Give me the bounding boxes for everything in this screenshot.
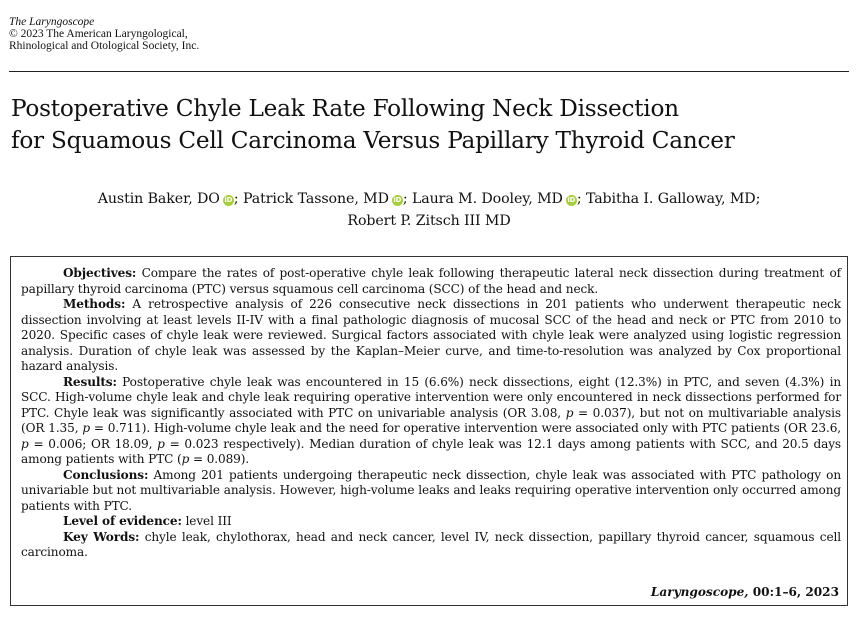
author-4: Tabitha I. Galloway, MD;: [585, 191, 761, 207]
objectives-label: Objectives:: [63, 266, 137, 280]
results-text: = 0.711). High-volume chyle leak and the need for operative intervention were associated only with PTC patients (OR 23.6,: [93, 421, 841, 435]
author-separator: ;: [576, 191, 582, 207]
keywords-paragraph: [21, 530, 841, 561]
orcid-icon[interactable]: iD: [224, 196, 233, 204]
author-3: Laura M. Dooley, MD: [411, 191, 563, 207]
copyright-line: © 2023 The American Laryngological,: [9, 28, 188, 40]
abstract-box: [10, 256, 848, 606]
author-2: Patrick Tassone, MD: [242, 191, 389, 207]
p-symbol: p: [565, 405, 574, 420]
conclusions-paragraph: [21, 468, 841, 515]
journal-name: The Laryngoscope: [9, 16, 95, 28]
conclusions-text: Among 201 patients undergoing therapeutic neck dissection, chyle leak was associated with PTC pathology on univariable but not multivariable analysis. However, high-volume leaks and leaks requiring operative intervention only occurred among patients with PTC.: [21, 467, 841, 513]
orcid-icon[interactable]: iD: [567, 196, 576, 204]
conclusions-label: Conclusions:: [63, 467, 149, 482]
objectives-paragraph: [21, 266, 841, 297]
abstract: [21, 266, 841, 561]
author-separator: ;: [233, 191, 239, 207]
citation-journal: Laryngoscope,: [650, 585, 749, 599]
orcid-icon[interactable]: iD: [393, 196, 402, 204]
author-separator: ;: [402, 191, 408, 207]
title-line-1: Postoperative Chyle Leak Rate Following Neck Dissection: [11, 95, 679, 122]
p-symbol: p: [21, 436, 29, 451]
header-rule: [9, 71, 849, 72]
article-title: [11, 93, 851, 157]
p-symbol: p: [181, 452, 190, 466]
results-text: = 0.089).: [192, 452, 250, 466]
methods-text: A retrospective analysis of 226 consecutive neck dissections in 201 patients who underwent therapeutic neck dissection involving at least levels II-IV with a final pathologic diagnosis of mucosal SCC of the head and neck or PTC from 2010 to 2020. Specific cases of chyle leak were reviewed. Surgical factors associated with chyle leak were analyzed using logistic regression analysis. Duration of chyle leak was assessed by the Kaplan–Meier curve, and time-to-resolution was analyzed by Cox proportional hazard analysis.: [21, 297, 841, 373]
methods-paragraph: [21, 297, 841, 375]
results-text: = 0.023 respectively). Median duration of chyle leak was 12.1 days among patients with SCC, and 20.5 days among patients with PTC (: [21, 436, 841, 466]
author-list: [0, 188, 858, 232]
level-label: Level of evidence:: [63, 514, 182, 528]
keywords-label: Key Words:: [63, 529, 140, 544]
citation-volume: 00:1–6, 2023: [752, 585, 839, 599]
author-5: Robert P. Zitsch III MD: [347, 213, 511, 229]
journal-header: [9, 16, 199, 52]
p-symbol: p: [82, 421, 90, 435]
keywords-text: chyle leak, chylothorax, head and neck cancer, level IV, neck dissection, papillary thyroid cancer, squamous cell carcinoma.: [21, 529, 841, 559]
methods-label: Methods:: [63, 297, 126, 311]
results-text: = 0.037), but not on multivariable analysis (OR 1.35,: [21, 405, 841, 435]
results-text: = 0.006; OR 18.09,: [33, 436, 153, 451]
citation: [651, 585, 839, 599]
title-line-2: for Squamous Cell Carcinoma Versus Papillary Thyroid Cancer: [11, 127, 735, 154]
results-text: Postoperative chyle leak was encountered in 15 (6.6%) neck dissections, eight (12.3%) in PTC, and seven (4.3%) in SCC. High-volume chyle leak and chyle leak requiring operative intervention were only encountered in neck dissections performed for PTC. Chyle leak was significantly associated with PTC on univariable analysis (OR 3.08,: [21, 374, 841, 420]
author-1: Austin Baker, DO: [97, 191, 220, 207]
results-paragraph: [21, 375, 841, 468]
p-symbol: p: [157, 436, 165, 451]
society-line: Rhinological and Otological Society, Inc.: [9, 40, 200, 52]
level-text: level III: [185, 514, 232, 528]
results-label: Results:: [63, 374, 117, 389]
objectives-text: Compare the rates of post-operative chyle leak following therapeutic lateral neck dissection during treatment of papillary thyroid carcinoma (PTC) versus squamous cell carcinoma (SCC) of the head and neck.: [21, 266, 841, 296]
level-paragraph: [21, 514, 841, 530]
